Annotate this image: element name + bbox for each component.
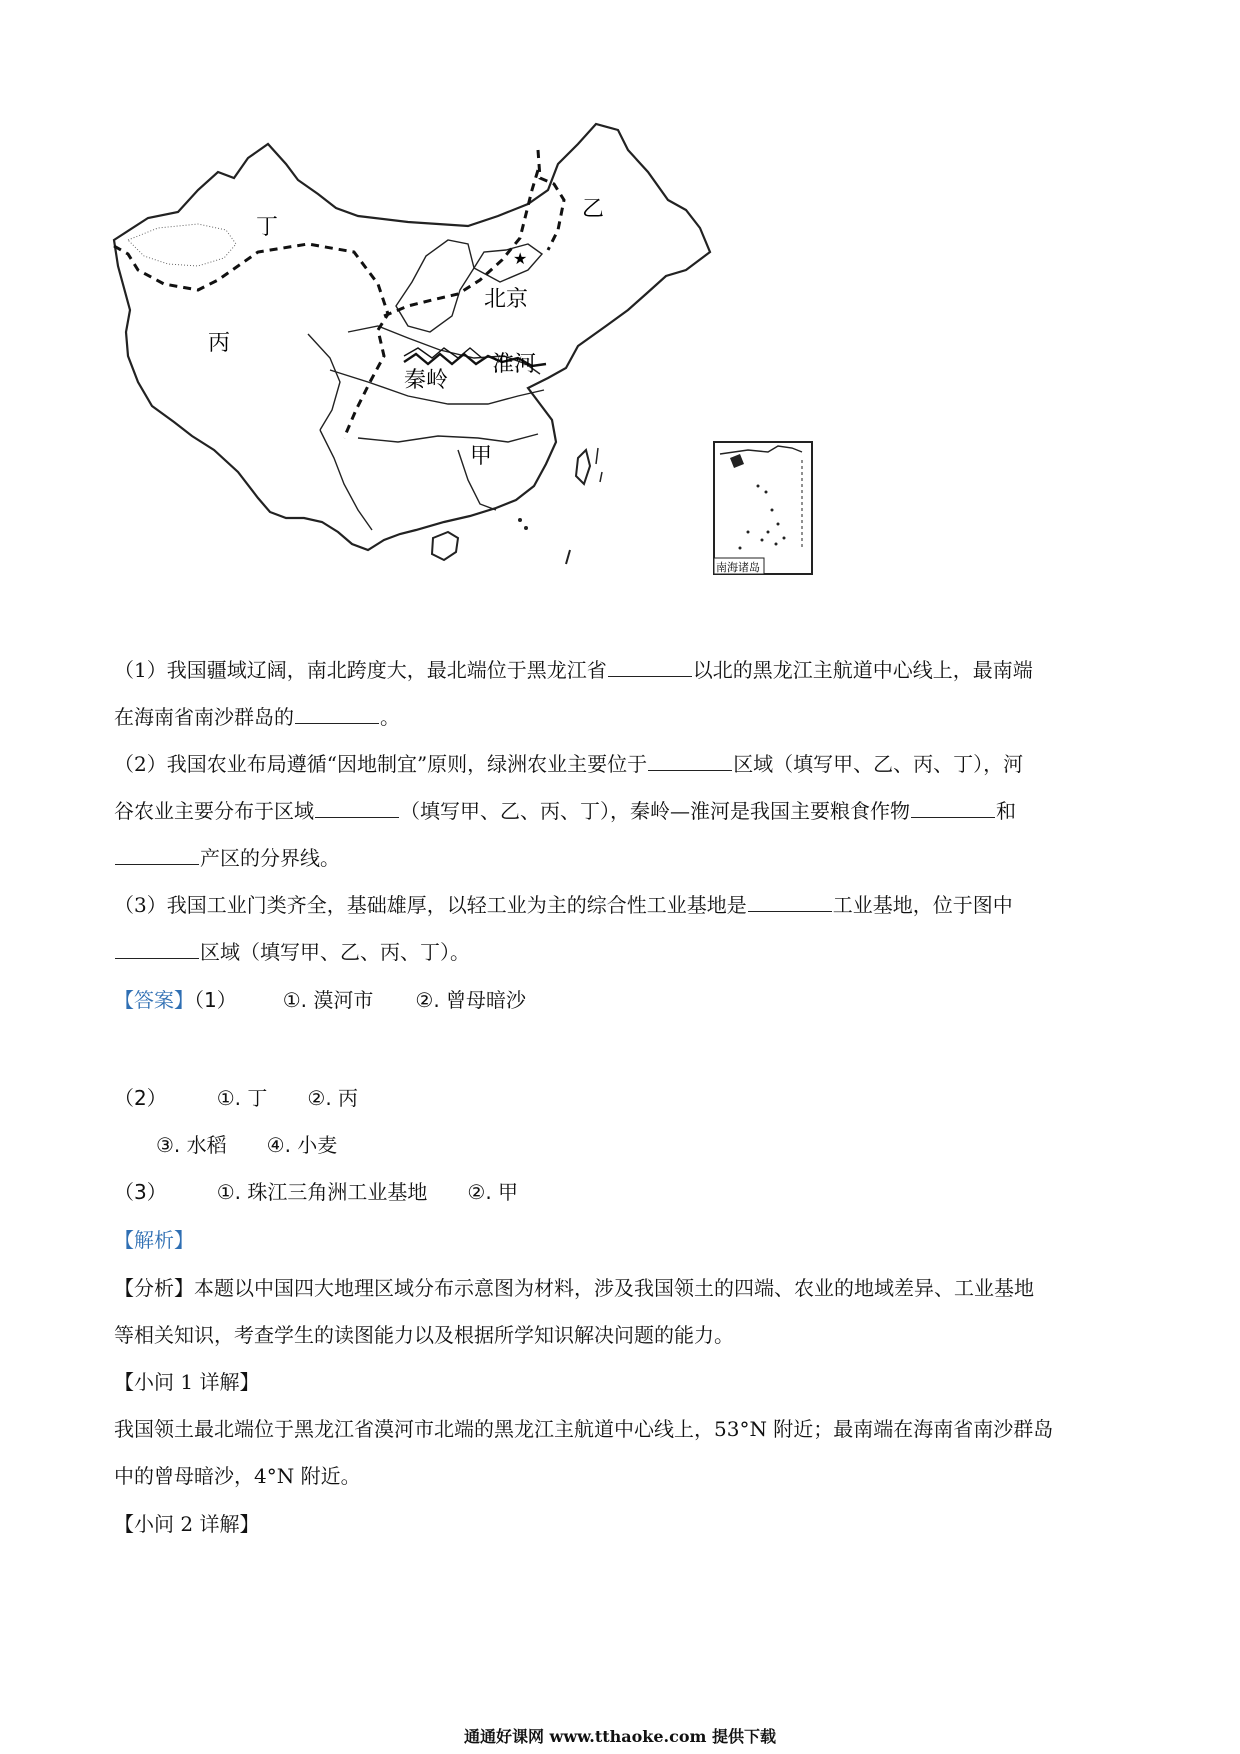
answer-2-line-1 — [114, 1086, 358, 1110]
question-2-line-2 — [114, 799, 1016, 823]
label-qinling: 秦岭 — [404, 368, 449, 393]
q1-text-d: 。 — [380, 705, 400, 729]
question-3-line-1 — [114, 893, 1013, 917]
analysis-label: 【解析】 — [114, 1228, 194, 1252]
answer-2-num: （2） — [114, 1086, 167, 1110]
q1-text-a: （1）我国疆域辽阔，南北跨度大，最北端位于黑龙江省 — [114, 658, 607, 682]
page-footer: 通通好课网 www.tthaoke.com 提供下载 — [463, 1727, 777, 1746]
answer-3-num: （3） — [114, 1180, 167, 1204]
q2-text-e: 和 — [996, 799, 1016, 823]
inset-label: 南海诸岛 — [716, 561, 760, 574]
answer-2-part-2: ②. 丙 — [307, 1086, 359, 1110]
q3-text-c: 区域（填写甲、乙、丙、丁）。 — [200, 940, 470, 964]
q1-text-b: 以北的黑龙江主航道中心线上，最南端 — [692, 658, 1033, 682]
fenxi-text-2: 等相关知识，考查学生的读图能力以及根据所学知识解决问题的能力。 — [114, 1323, 734, 1347]
sub-question-1-line-2: 中的曾母暗沙，4°N 附近。 — [114, 1464, 361, 1488]
question-2-line-1 — [114, 752, 1023, 776]
q2-blank-2 — [315, 799, 399, 818]
question-3-line-2 — [114, 940, 470, 964]
answer-3-part-1: ①. 珠江三角洲工业基地 — [216, 1180, 428, 1204]
answer-label: 【答案】 — [114, 988, 194, 1012]
china-regions-map — [108, 120, 828, 640]
label-ding: 丁 — [256, 215, 279, 240]
q1-blank-2 — [295, 705, 379, 724]
south-china-sea-inset — [714, 442, 812, 574]
q2-blank-1 — [648, 752, 732, 771]
q1-text-c: 在海南省南沙群岛的 — [114, 705, 294, 729]
china-outline — [114, 124, 710, 550]
answer-1-part-2: ②. 曾母暗沙 — [415, 988, 527, 1012]
q2-text-c: 谷农业主要分布于区域 — [114, 799, 314, 823]
answer-1-part-1: ①. 漠河市 — [282, 988, 374, 1012]
label-beijing: 北京 — [484, 287, 529, 312]
sub-question-2-label: 【小问 2 详解】 — [114, 1512, 260, 1536]
q2-text-b: 区域（填写甲、乙、丙、丁），河 — [733, 752, 1024, 776]
q2-blank-4 — [115, 846, 199, 865]
answer-2-part-1: ①. 丁 — [216, 1086, 268, 1110]
analysis-fenxi-line-2 — [114, 1323, 734, 1347]
analysis-fenxi-line-1 — [114, 1276, 1034, 1300]
answer-1-num: （1） — [194, 988, 237, 1012]
question-1-line-2 — [114, 705, 400, 729]
analysis-heading — [114, 1228, 194, 1252]
q3-blank-1 — [748, 893, 832, 912]
taiwan-island — [576, 450, 590, 484]
fenxi-label: 【分析】 — [114, 1276, 194, 1300]
beijing-star-icon: ★ — [513, 249, 528, 268]
answer-2-part-3: ③. 水稻 — [156, 1133, 227, 1157]
question-2-line-3 — [114, 846, 340, 870]
answer-1 — [114, 988, 526, 1012]
answer-3 — [114, 1180, 518, 1204]
q2-text-d: （填写甲、乙、丙、丁），秦岭—淮河是我国主要粮食作物 — [400, 799, 910, 823]
q2-blank-3 — [911, 799, 995, 818]
q2-text-f: 产区的分界线。 — [200, 846, 340, 870]
q1-blank-1 — [608, 658, 692, 677]
label-jia: 甲 — [470, 444, 493, 469]
hainan-island — [432, 532, 458, 560]
label-yi: 乙 — [582, 197, 605, 222]
q3-text-a: （3）我国工业门类齐全，基础雄厚，以轻工业为主的综合性工业基地是 — [114, 893, 747, 917]
sub-question-1-label: 【小问 1 详解】 — [114, 1370, 260, 1394]
q3-blank-2 — [115, 940, 199, 959]
answer-2-line-2 — [156, 1133, 337, 1157]
q3-text-b: 工业基地，位于图中 — [832, 893, 1013, 917]
question-1-line-1 — [114, 658, 1033, 682]
answer-2-part-4: ④. 小麦 — [266, 1133, 338, 1157]
label-huaihe: 淮河 — [492, 352, 537, 377]
fenxi-text-1: 本题以中国四大地理区域分布示意图为材料，涉及我国领土的四端、农业的地域差异、工业基地 — [194, 1276, 1034, 1300]
boundary-dashed-ne — [538, 150, 564, 250]
label-bing: 丙 — [208, 331, 231, 356]
sub-question-1-line-1: 我国领土最北端位于黑龙江省漠河市北端的黑龙江主航道中心线上，53°N 附近；最南端在海南省南沙群岛 — [114, 1417, 1054, 1441]
answer-3-part-2: ②. 甲 — [467, 1180, 519, 1204]
q2-text-a: （2）我国农业布局遵循“因地制宜”原则，绿洲农业主要位于 — [114, 752, 648, 776]
